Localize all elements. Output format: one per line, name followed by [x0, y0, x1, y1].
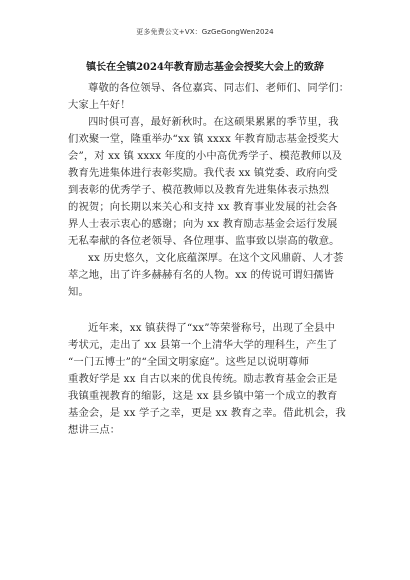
text-line: 们欢聚一堂，隆重举办“xx 镇 xxxx 年教育励志基金授奖大 — [68, 133, 339, 145]
text-line: 近年来，xx 镇获得了“xx”等荣誉称号，出现了全县中 — [88, 322, 336, 334]
salutation-line: 尊敬的各位领导、各位嘉宾、同志们、老师们、同学们： — [88, 82, 350, 94]
text-line: 知。 — [68, 286, 89, 298]
text-line: 无私奉献的各位老领导、各位理事、监事致以崇高的敬意。 — [68, 235, 340, 247]
header-note: 更多免费公文+VX：GzGeGongWen2024 — [136, 28, 274, 36]
text-line: 考状元，走出了 xx 县第一个上清华大学的理科生，产生了 — [68, 339, 338, 351]
text-line: 重教好学是 xx 自古以来的优良传统。励志教育基金会正是 — [68, 373, 338, 385]
text-line: 的祝贺；向长期以来关心和支持 xx 教育事业发展的社会各 — [68, 201, 338, 213]
text-line: 四时俱可喜，最好新秋时。在这硕果累累的季节里，我 — [88, 116, 339, 128]
document-title: 镇长在全镇2024年教育励志基金会授奖大会上的致辞 — [86, 62, 324, 73]
text-line: 到表彰的优秀学子、模范教师以及教育先进集体表示热烈 — [68, 184, 330, 196]
text-line: “一门五博士”的“全国文明家庭”。这些足以说明尊师 — [68, 356, 310, 368]
text-line: 界人士表示衷心的感谢；向为 xx 教育励志基金会运行发展 — [68, 218, 338, 230]
text-line: 我镇重视教育的缩影，这是 xx 县乡镇中第一个成立的教育 — [68, 390, 338, 402]
text-line: xx 历史悠久，文化底蕴深厚。在这个文风鼎蔚、人才荟 — [88, 252, 344, 264]
text-line: 想讲三点： — [68, 424, 121, 436]
text-line: 教育先进集体进行表彰奖励。我代表 xx 镇党委、政府向受 — [68, 167, 338, 179]
text-line: 萃之地，出了许多赫赫有名的人物。xx 的传说可谓妇孺皆 — [68, 269, 335, 281]
text-line: 基金会，是 xx 学子之幸，更是 xx 教育之幸。借此机会，我 — [68, 407, 346, 419]
text-line: 会”，对 xx 镇 xxxx 年度的小中高优秀学子、模范教师以及 — [68, 150, 343, 162]
document-body — [68, 80, 353, 439]
greeting-line: 大家上午好！ — [68, 99, 131, 111]
paragraph-gap — [68, 301, 353, 320]
